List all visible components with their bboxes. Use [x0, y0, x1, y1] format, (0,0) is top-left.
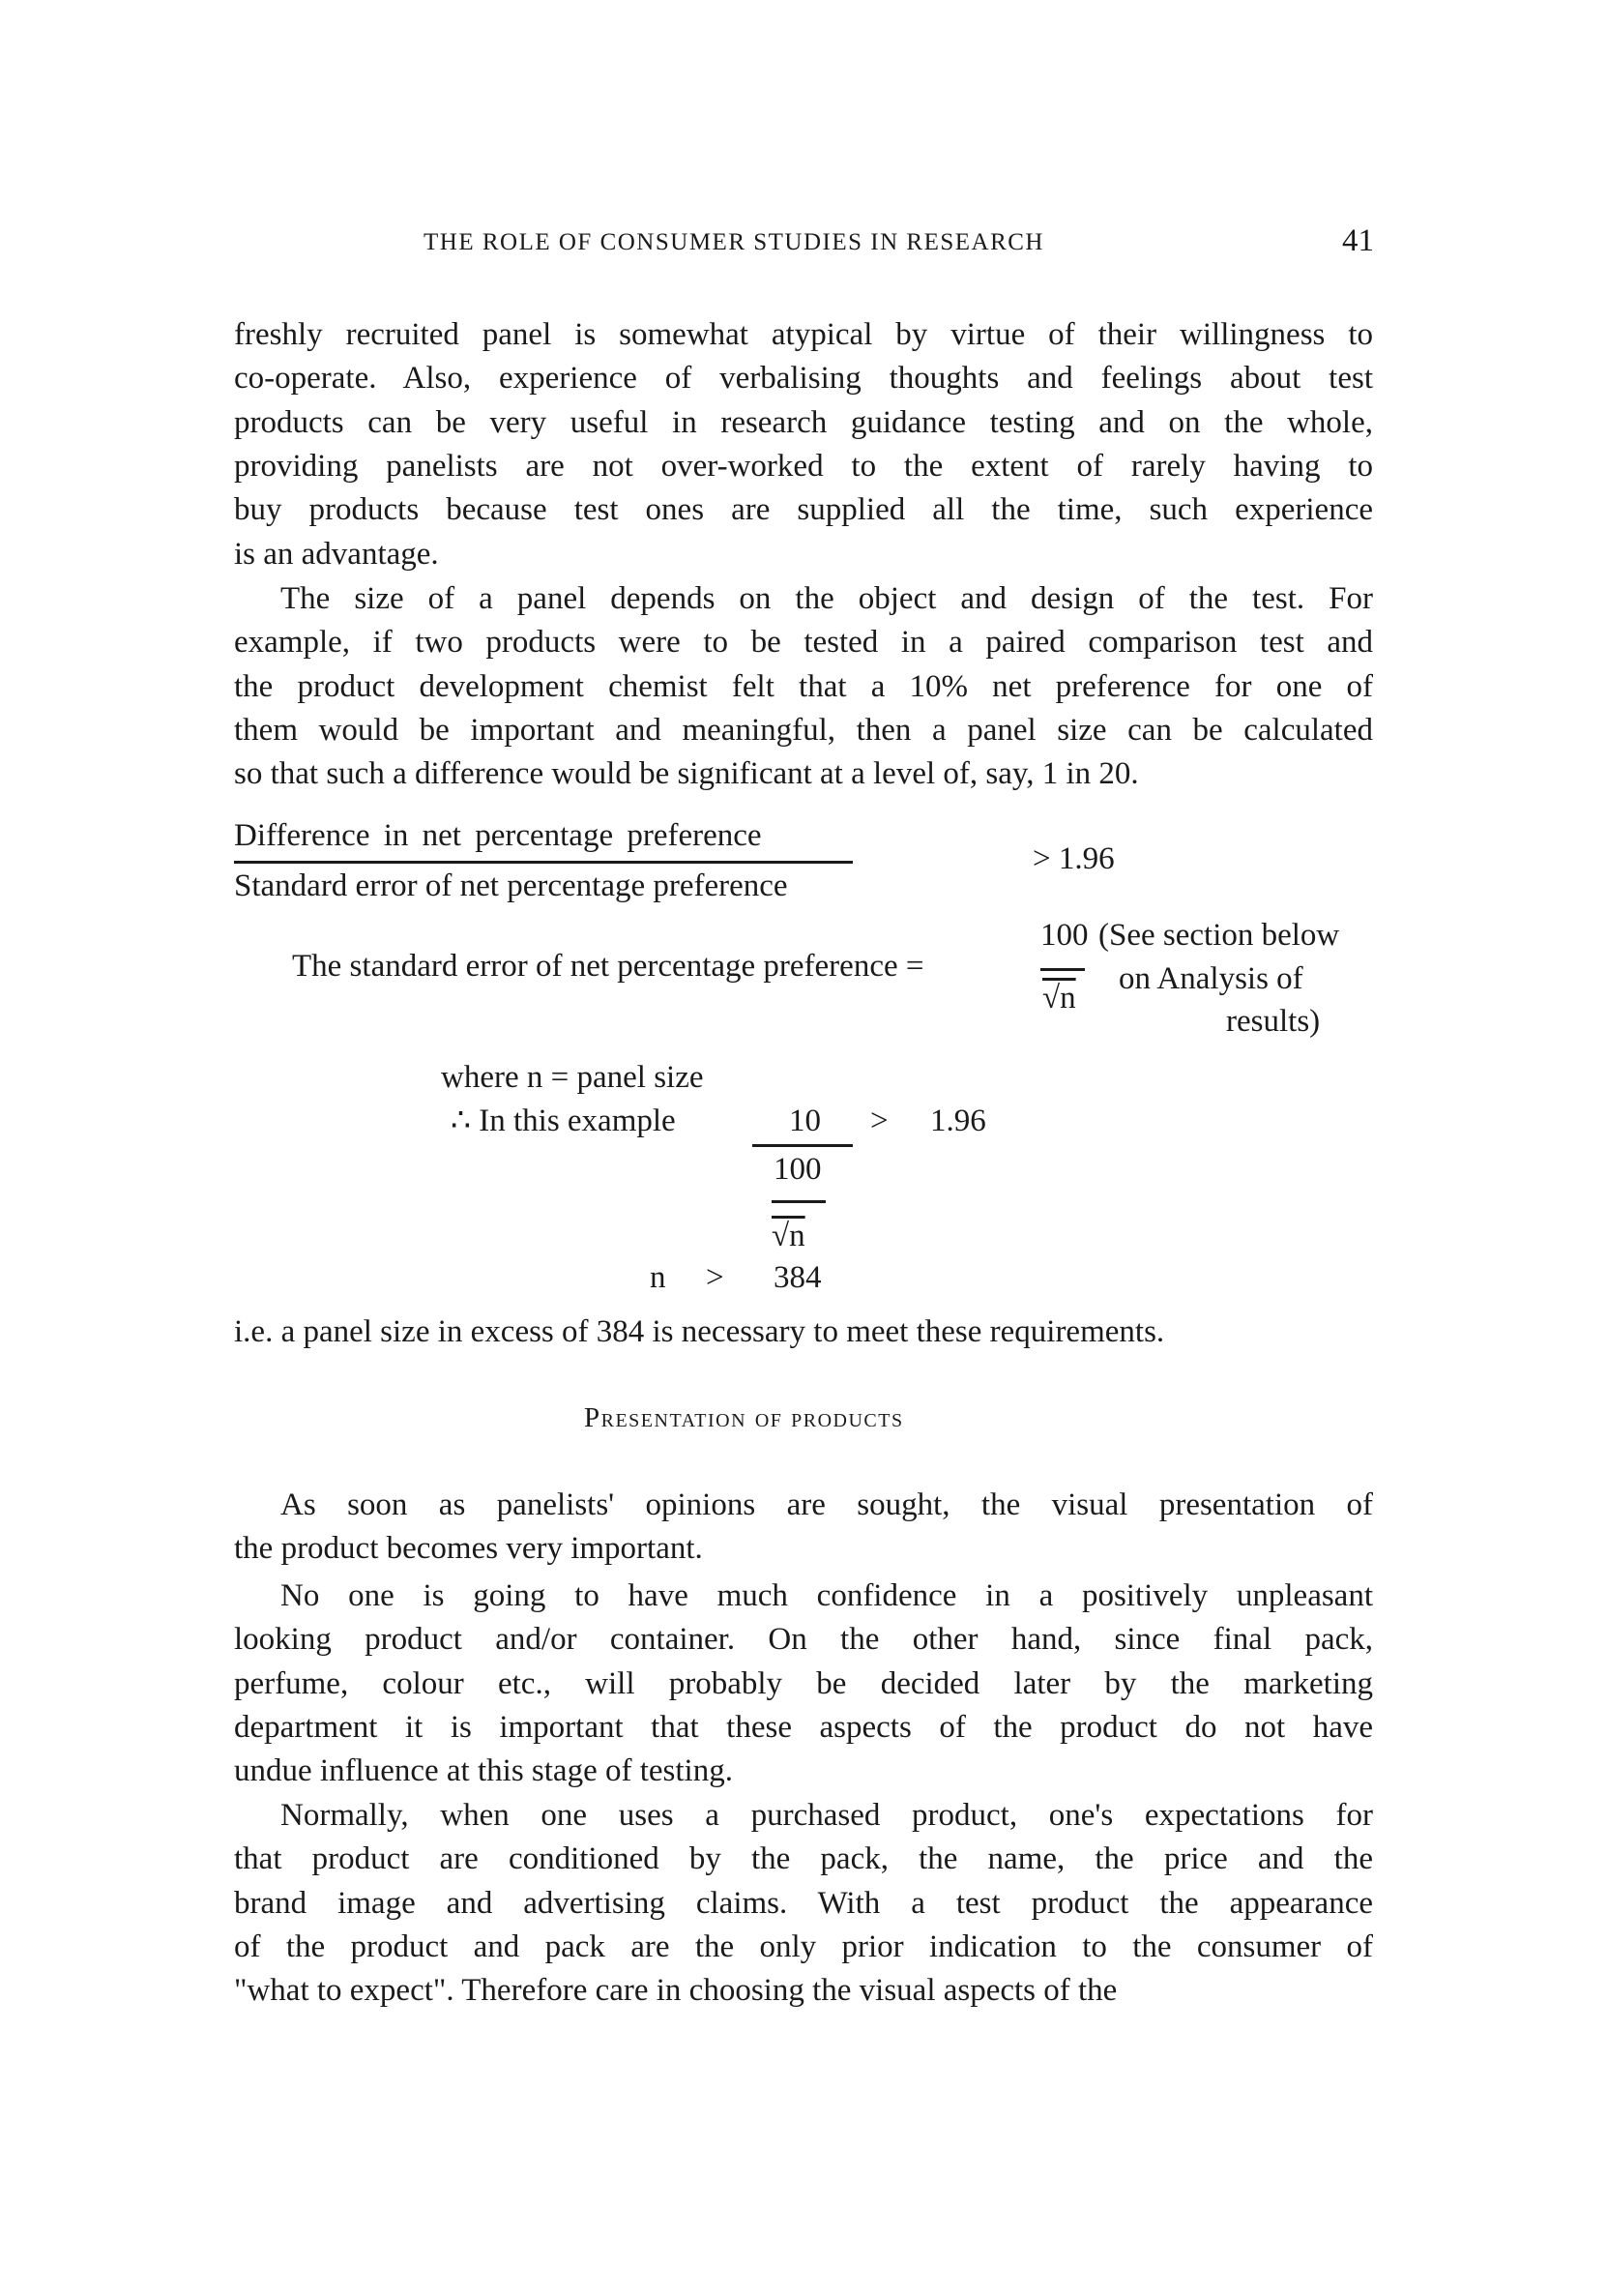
page-number: 41 [1342, 223, 1374, 258]
example-gt: > [870, 1104, 889, 1138]
paragraph-line: products can be very useful in research guidance testing and on the whole, [234, 404, 1373, 440]
example-inner-den: √n [772, 1219, 805, 1253]
paragraph-line: freshly recruited panel is somewhat atypical by virtue of their willingness to [234, 317, 1373, 352]
paragraph-line: that product are conditioned by the pack, the name, the price and the [234, 1841, 1373, 1877]
paragraph-line: buy products because test ones are supplied all the time, such experience [234, 492, 1373, 528]
paragraph-line: perfume, colour etc., will probably be decided later by the marketing [234, 1665, 1373, 1701]
paragraph-line: is an advantage. [234, 536, 439, 572]
paragraph-line: department it is important that these aspects of the product do not have [234, 1709, 1373, 1745]
paragraph-line: so that such a difference would be significant at a level of, say, 1 in 20. [234, 756, 1139, 792]
se-note-2: on Analysis of [1119, 961, 1303, 996]
inequality: > 1.96 [1033, 841, 1115, 876]
fraction-denominator: Standard error of net percentage preference [234, 868, 788, 903]
se-note-3: results) [1226, 1004, 1321, 1039]
se-den: √n [1042, 981, 1076, 1016]
fraction-bar [234, 861, 853, 864]
paragraph-line: them would be important and meaningful, then a panel size can be calculated [234, 712, 1373, 748]
paragraph-line: The size of a panel depends on the object and design of the test. For [280, 581, 1373, 616]
where-definition: where n = panel size [441, 1060, 704, 1095]
paragraph-line: example, if two products were to be tested in a paired comparison test and [234, 625, 1373, 661]
running-header: THE ROLE OF CONSUMER STUDIES IN RESEARCH [424, 229, 1044, 255]
example-numerator: 10 [789, 1104, 821, 1138]
se-num: 100 [1040, 918, 1089, 953]
se-label: The standard error of net percentage preference = [292, 949, 924, 984]
paragraph-line: No one is going to have much confidence in a positively unpleasant [280, 1578, 1373, 1613]
paragraph-line: brand image and advertising claims. With a test product the appearance [234, 1885, 1373, 1921]
paragraph-line: co-operate. Also, experience of verbalising thoughts and feelings about test [234, 361, 1373, 397]
example-inner-num: 100 [774, 1152, 822, 1187]
fraction-numerator: Difference in net percentage preference [234, 818, 762, 853]
paragraph-line: the product becomes very important. [234, 1531, 703, 1567]
paragraph-line: providing panelists are not over-worked to the extent of rarely having to [234, 448, 1373, 484]
result-value: 384 [774, 1260, 822, 1295]
paragraph-line: of the product and pack are the only prior indication to the consumer of [234, 1928, 1373, 1964]
result-n: n [650, 1260, 666, 1295]
section-heading: Presentation of products [584, 1402, 904, 1433]
paragraph-line: the product development chemist felt that a 10% net preference for one of [234, 668, 1373, 704]
paragraph-line: looking product and/or container. On the other hand, since final pack, [234, 1622, 1373, 1658]
se-fraction-bar [1040, 968, 1085, 971]
example-inner-bar [772, 1200, 826, 1203]
conclusion: i.e. a panel size in excess of 384 is necessary to meet these requirements. [234, 1314, 1165, 1349]
example-label: ∴ In this example [451, 1104, 676, 1138]
paragraph-line: "what to expect". Therefore care in choosing the visual aspects of the [234, 1973, 1118, 2009]
example-value: 1.96 [930, 1104, 986, 1138]
paragraph-line: Normally, when one uses a purchased product, one's expectations for [280, 1798, 1373, 1833]
paragraph-line: undue influence at this stage of testing. [234, 1753, 733, 1789]
paragraph-line: As soon as panelists' opinions are sought, the visual presentation of [280, 1487, 1373, 1522]
example-fraction-bar [752, 1144, 853, 1147]
se-note-1: (See section below [1098, 918, 1340, 953]
result-gt: > [706, 1260, 724, 1295]
